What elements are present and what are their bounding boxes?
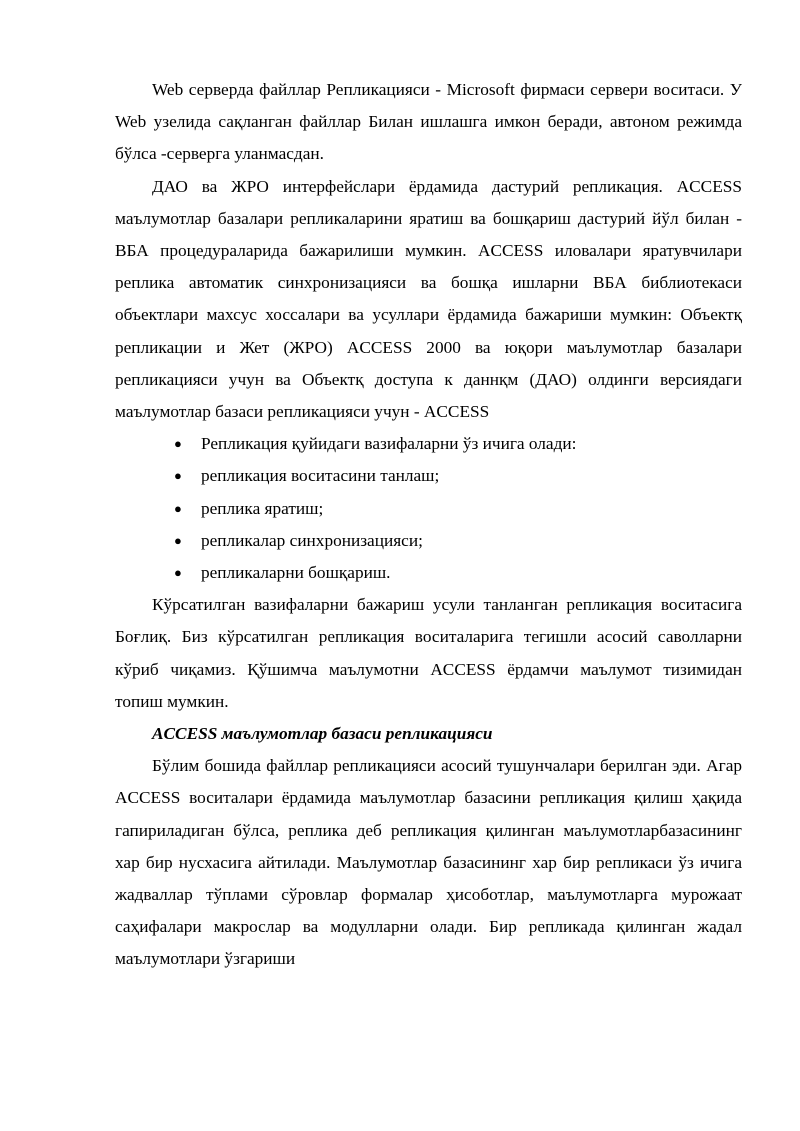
paragraph-access-replicas: Бўлим бошида файллар репликацияси асосий тушунчалари берилган эди. Агар ACCESS воситалари ёрдамида маълумотлар базасини репликация қилиш ҳақида гапириладиган бўлса, реплика деб репликация қилинган маълумотларбазасининг хар бир нусхасига айтилади. Маълумотлар базасининг хар бир репликаси ўз ичига жадваллар тўплами сўровлар формалар ҳисоботлар, маълумотларга мурожаат саҳифалари макрослар ва модулларни олади. Бир репликада қилинган жадал маълумотлари ўзгариши (115, 756, 742, 969)
list-item-text: репликалар синхронизацияси; (201, 530, 423, 550)
list-item (174, 428, 742, 460)
bullet-icon: ● (174, 468, 182, 484)
bullet-icon: ● (174, 565, 182, 581)
list-item (174, 525, 742, 557)
section-heading: ACCESS маълумотлар базаси репликацияси (152, 724, 493, 744)
bullet-icon: ● (174, 532, 182, 548)
document-page (115, 74, 742, 976)
replication-tasks-list (115, 428, 742, 589)
paragraph-task-methods: Кўрсатилган вазифаларни бажариш усули танланган репликация воситасига Боғлиқ. Биз кўрсатилган репликация воситаларига тегишли асосий саволларни кўриб чиқамиз. Қўшимча маълумотни ACCESS ёрдамчи маълумот тизимидан топиш мумкин. (115, 595, 742, 711)
paragraph-dao-jro-replication: ДАО ва ЖРО интерфейслари ёрдамида дастурий репликация. ACCESS маълумотлар базалари репликаларини яратиш ва бошқариш дастурий йўл билан - ВБА процедураларида бажарилиши мумкин. ACCESS иловалари яратувчилари реплика автоматик синхронизацияси ва бошқа ишларни ВБА библиотекаси объектлари махсус хоссалари ва усуллари ёрдамида бажариши мумкин: Объектқ репликации и Жет (ЖРО) ACCESS 2000 ва юқори маълумотлар базалари репликацияси учун ва Объектқ доступа к даннқм (ДАО) олдинги версиядаги маълумотлар базаси репликацияси учун - ACCESS (115, 176, 742, 422)
list-item-text: Репликация қуйидаги вазифаларни ўз ичига олади: (201, 434, 577, 454)
list-item (174, 557, 742, 589)
bullet-icon: ● (174, 436, 182, 452)
list-item (174, 460, 742, 492)
list-item (174, 493, 742, 525)
list-item-text: репликаларни бошқариш. (201, 563, 391, 583)
list-item-text: реплика яратиш; (201, 498, 324, 518)
paragraph-web-replication: Web серверда файллар Репликацияси - Microsoft фирмаси сервери воситаси. У Web узелида сақланган файллар Билан ишлашга имкон беради, автоном режимда бўлса -серверга уланмасдан. (115, 80, 742, 164)
list-item-text: репликация воситасини танлаш; (201, 466, 440, 486)
bullet-icon: ● (174, 500, 182, 516)
